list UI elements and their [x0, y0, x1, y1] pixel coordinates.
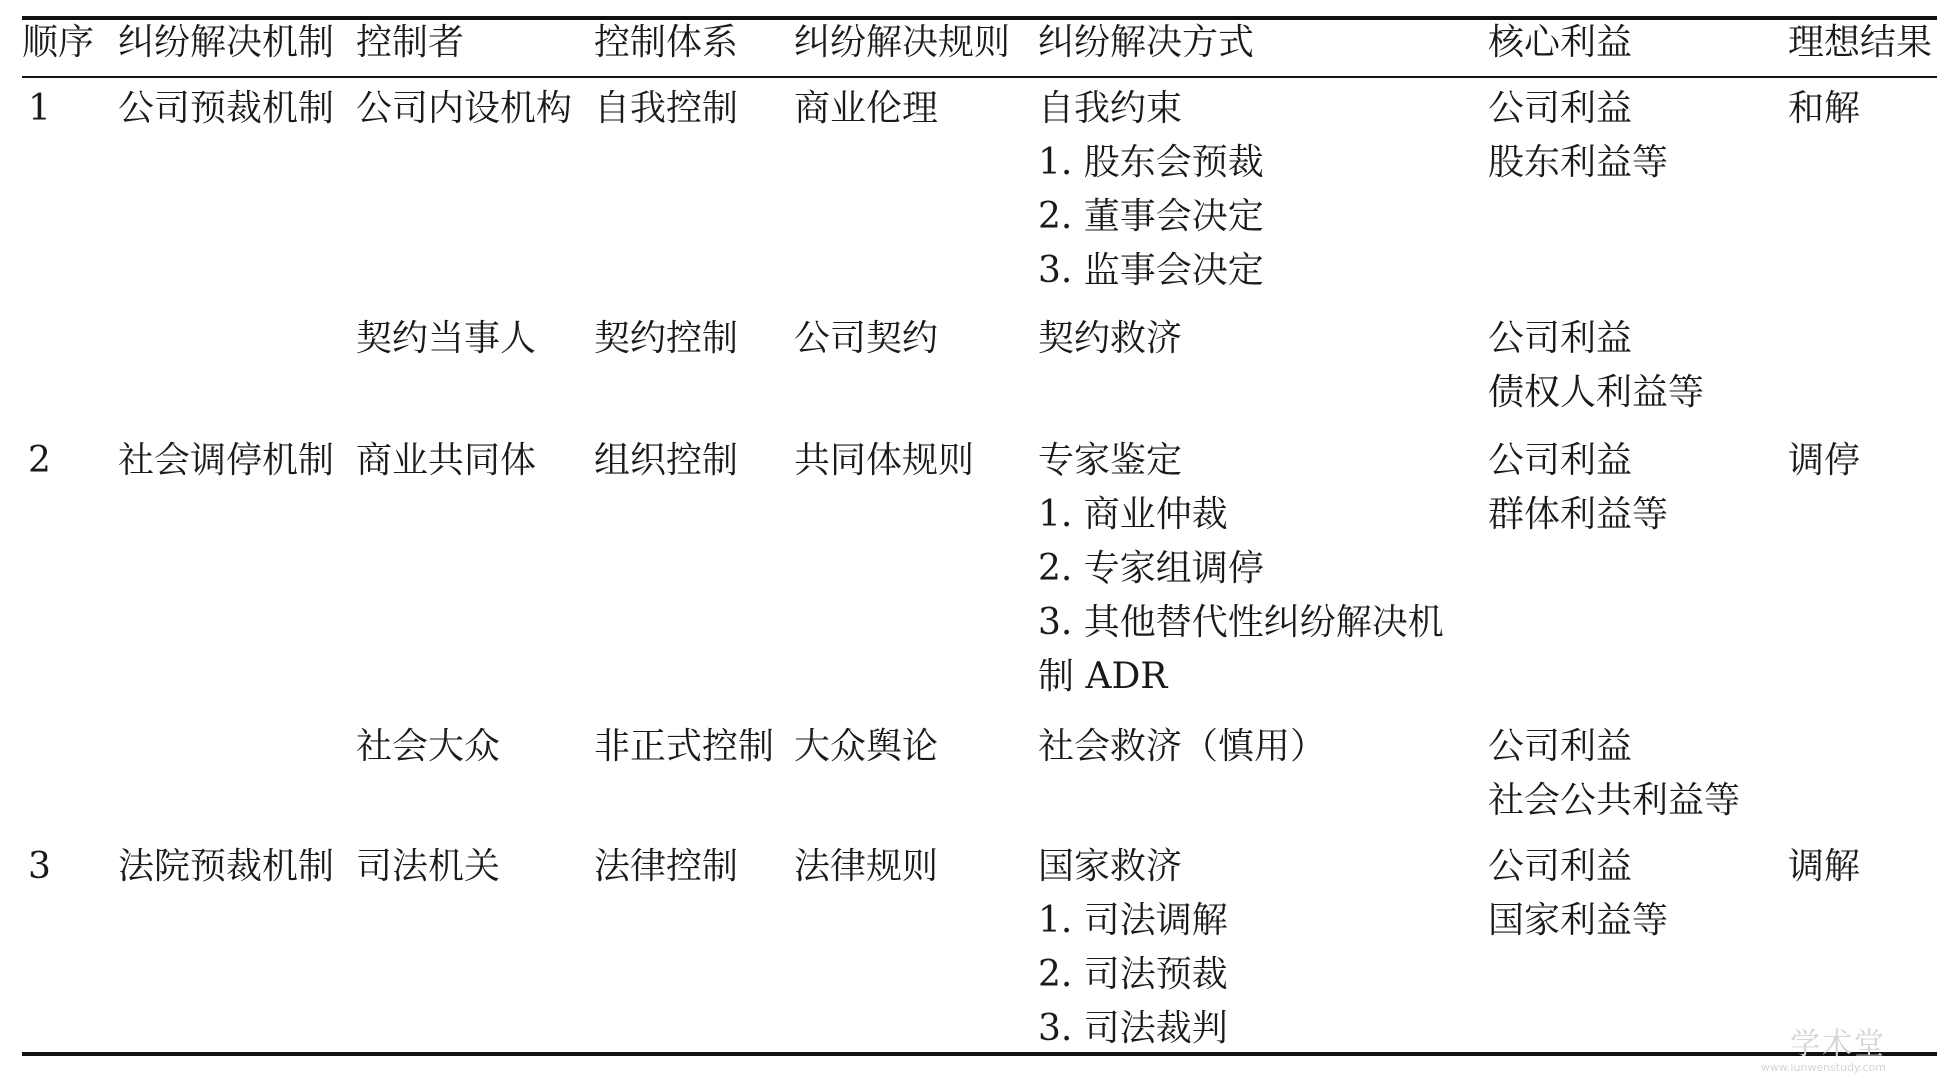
- method-line: 1. 股东会预裁: [1038, 142, 1264, 183]
- interest-line: 公司利益: [1488, 846, 1633, 887]
- rule-cell: 共同体规则: [794, 440, 975, 481]
- method-line: 自我约束: [1038, 88, 1183, 129]
- method-line: 1. 司法调解: [1038, 900, 1228, 941]
- interest-line: 债权人利益等: [1488, 372, 1705, 413]
- header-mechanism: 纠纷解决机制: [118, 22, 335, 63]
- controller-cell: 商业共同体: [356, 440, 537, 481]
- table-header-rule: [22, 76, 1937, 78]
- controller-cell: 公司内设机构: [356, 88, 573, 129]
- header-method: 纠纷解决方式: [1038, 22, 1255, 63]
- method-line: 3. 其他替代性纠纷解决机: [1038, 602, 1444, 643]
- result-cell: 和解: [1788, 88, 1861, 129]
- controller-cell: 契约当事人: [356, 318, 537, 359]
- order-cell: 3: [28, 846, 51, 887]
- rule-cell: 法律规则: [794, 846, 939, 887]
- system-cell: 自我控制: [594, 88, 739, 129]
- system-cell: 组织控制: [594, 440, 739, 481]
- mechanism-cell: 社会调停机制: [118, 440, 335, 481]
- interest-line: 国家利益等: [1488, 900, 1669, 941]
- site-watermark: [1692, 1019, 1892, 1079]
- system-cell: 法律控制: [594, 846, 739, 887]
- interest-line: 群体利益等: [1488, 494, 1669, 535]
- method-line: 1. 商业仲裁: [1038, 494, 1228, 535]
- table-bottom-rule: [22, 1052, 1937, 1056]
- method-line: 2. 董事会决定: [1038, 196, 1264, 237]
- system-cell: 非正式控制: [594, 726, 775, 767]
- mechanism-cell: 公司预裁机制: [118, 88, 335, 129]
- method-line: 3. 司法裁判: [1038, 1008, 1228, 1049]
- order-cell: 1: [28, 88, 51, 129]
- header-rule: 纠纷解决规则: [794, 22, 1011, 63]
- watermark-title: 学术堂: [1790, 1027, 1886, 1062]
- mechanism-cell: 法院预裁机制: [118, 846, 335, 887]
- method-line: 国家救济: [1038, 846, 1183, 887]
- header-controller: 控制者: [356, 22, 465, 63]
- controller-cell: 司法机关: [356, 846, 501, 887]
- controller-cell: 社会大众: [356, 726, 501, 767]
- system-cell: 契约控制: [594, 318, 739, 359]
- rule-cell: 商业伦理: [794, 88, 939, 129]
- header-system: 控制体系: [594, 22, 739, 63]
- result-cell: 调解: [1788, 846, 1861, 887]
- interest-line: 公司利益: [1488, 440, 1633, 481]
- header-order: 顺序: [22, 22, 95, 63]
- interest-line: 股东利益等: [1488, 142, 1669, 183]
- header-result: 理想结果: [1788, 22, 1933, 63]
- rule-cell: 大众舆论: [794, 726, 939, 767]
- watermark-url: www.lunwenstudy.com: [1760, 1061, 1886, 1074]
- method-line: 社会救济（慎用）: [1038, 726, 1327, 767]
- method-line: 契约救济: [1038, 318, 1183, 359]
- method-line: 2. 司法预裁: [1038, 954, 1228, 995]
- result-cell: 调停: [1788, 440, 1861, 481]
- order-cell: 2: [28, 440, 51, 481]
- method-line: 2. 专家组调停: [1038, 548, 1264, 589]
- method-line: 制 ADR: [1038, 656, 1168, 697]
- rule-cell: 公司契约: [794, 318, 939, 359]
- interest-line: 社会公共利益等: [1488, 780, 1741, 821]
- method-line: 专家鉴定: [1038, 440, 1183, 481]
- method-line: 3. 监事会决定: [1038, 250, 1264, 291]
- interest-line: 公司利益: [1488, 726, 1633, 767]
- header-interest: 核心利益: [1488, 22, 1633, 63]
- interest-line: 公司利益: [1488, 318, 1633, 359]
- interest-line: 公司利益: [1488, 88, 1633, 129]
